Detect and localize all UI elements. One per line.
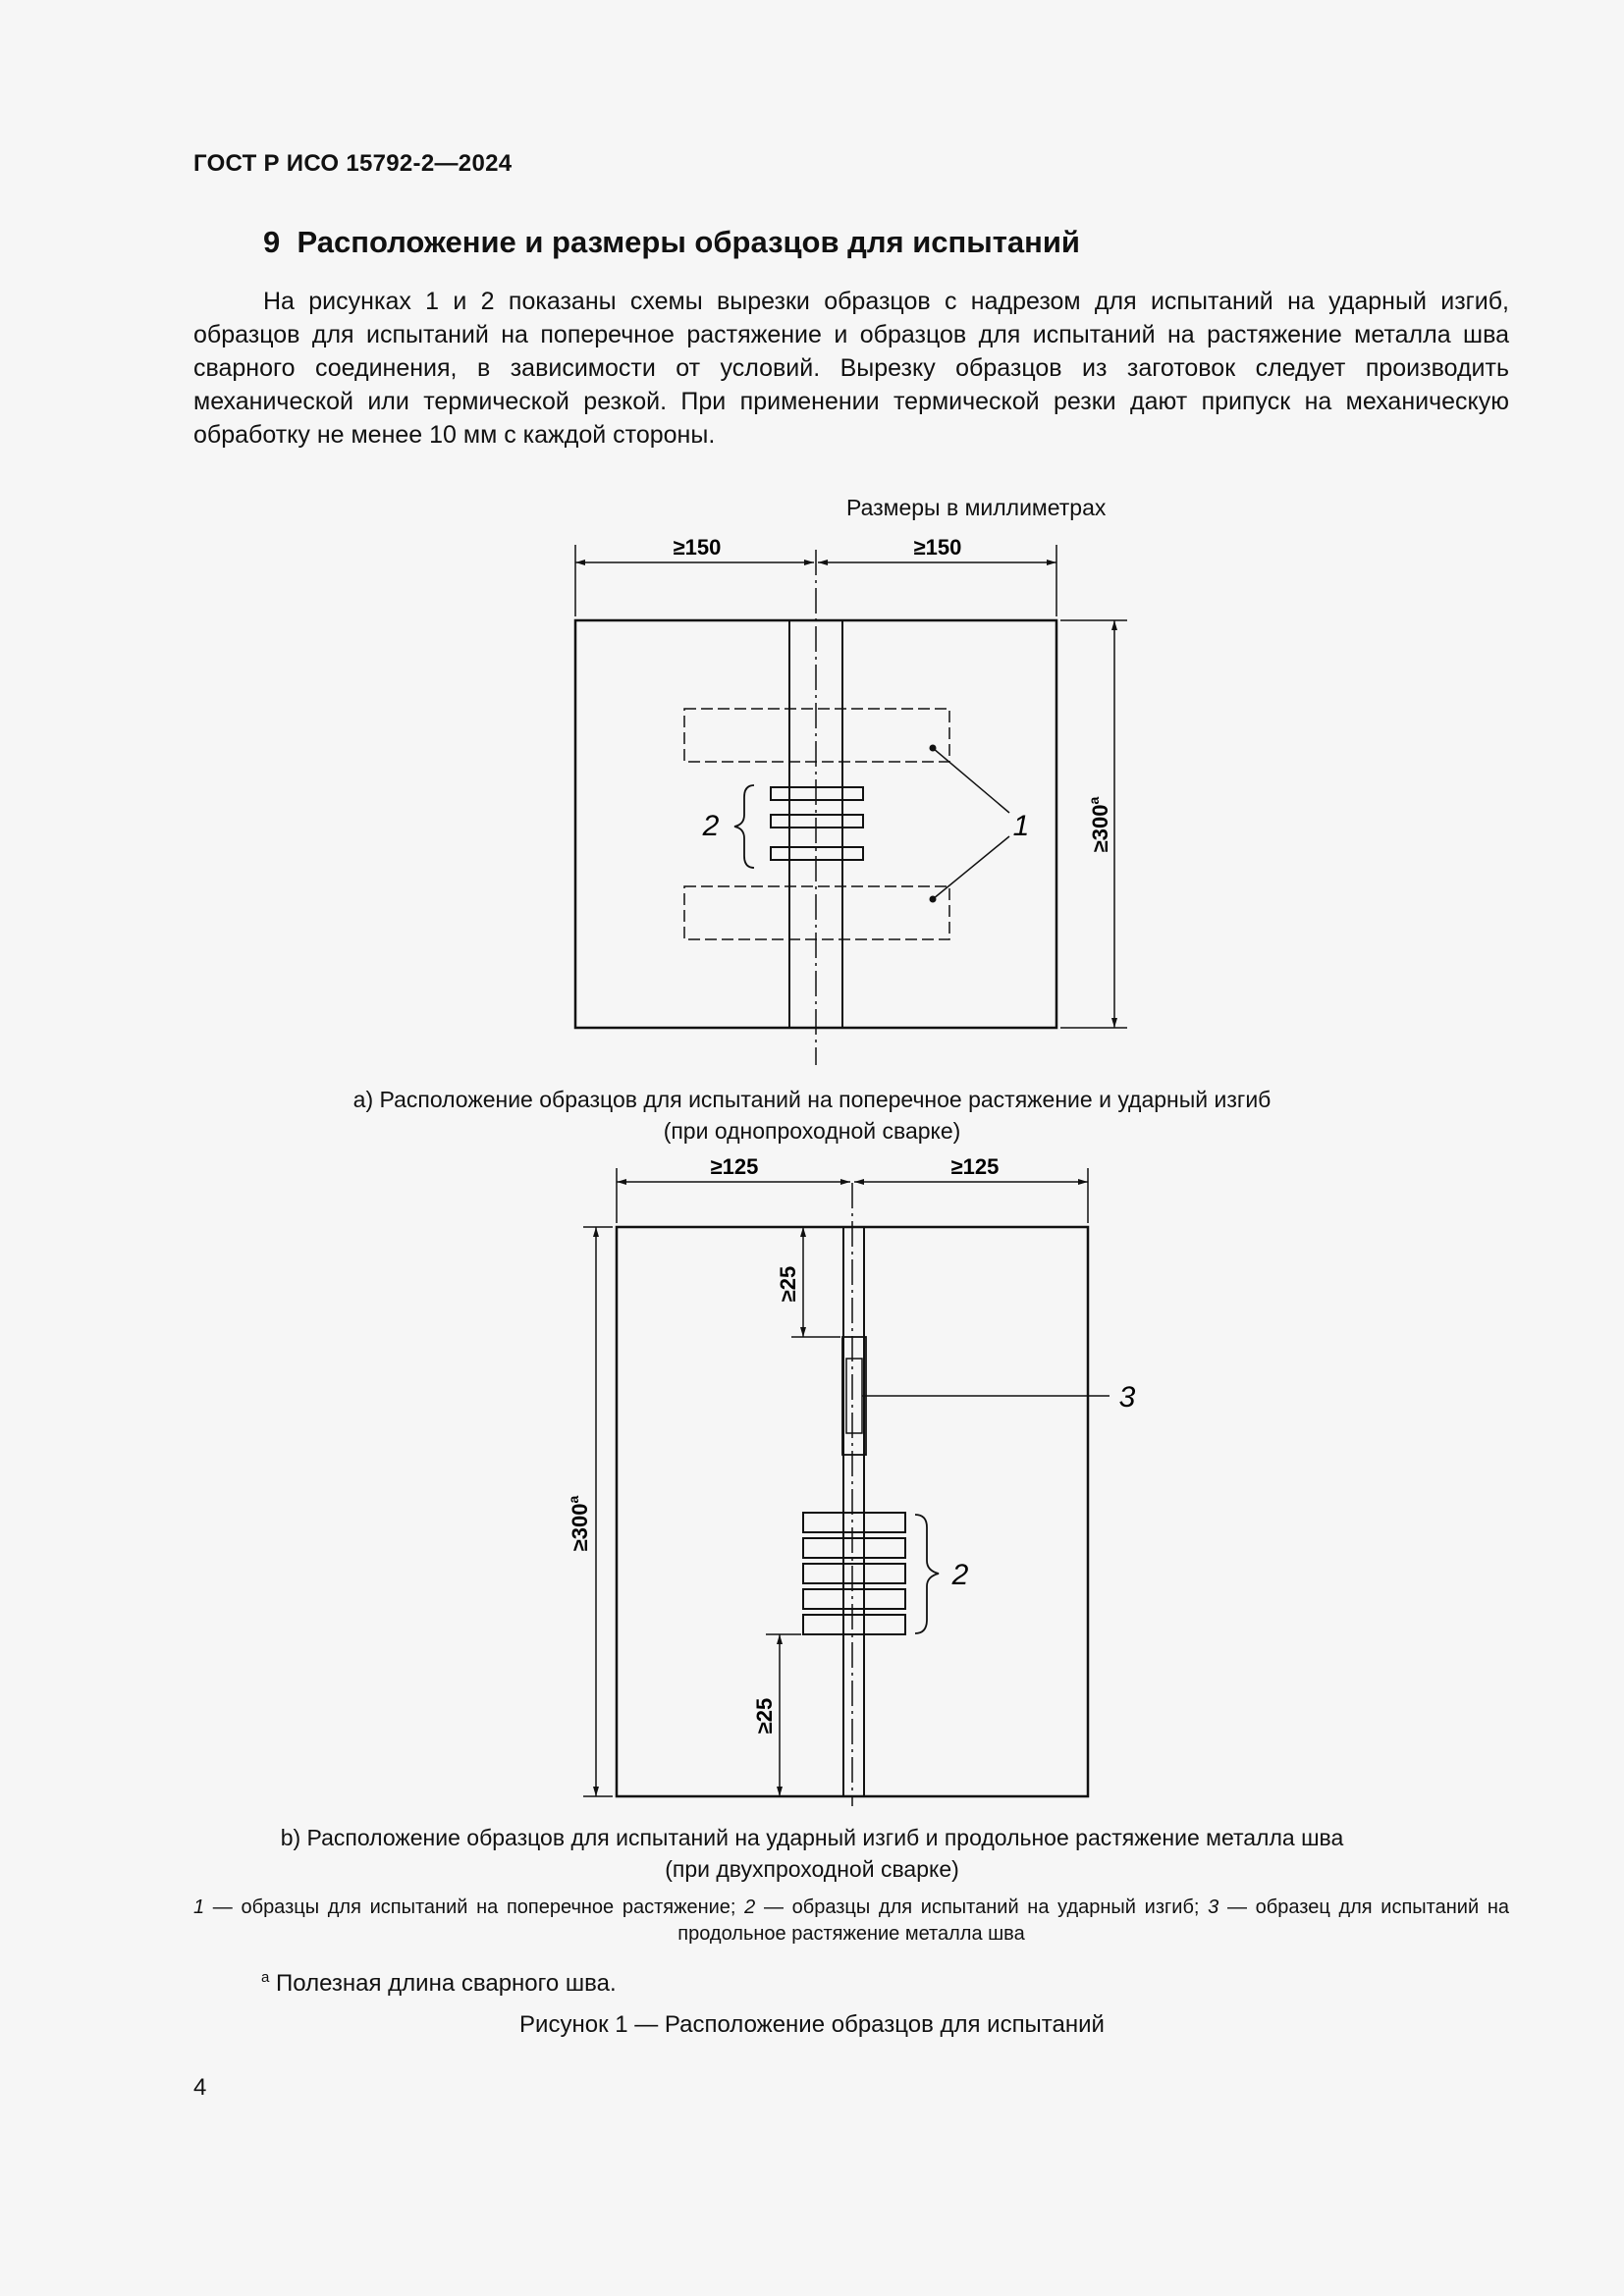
dim-b-right: ≥125 (950, 1154, 1000, 1179)
figure-b-caption-line1: b) Расположение образцов для испытаний на ударный изгиб и продольное растяжение металла шва (280, 1825, 1344, 1850)
impact-specimen-b (803, 1589, 905, 1609)
footnote-mark: a (261, 1969, 270, 1986)
label-1-a: 1 (1012, 810, 1030, 842)
legend-text-3: — образец для испытаний на продольное растяжение металла шва (677, 1896, 1509, 1945)
figure-b-caption-line2: (при двухпроходной сварке) (665, 1856, 959, 1882)
label-3-b: 3 (1118, 1381, 1136, 1414)
legend-text-1: — образцы для испытаний на поперечное растяжение; (204, 1896, 745, 1918)
legend-text-2: — образцы для испытаний на ударный изгиб; (755, 1896, 1209, 1918)
dim-b-top: ≥25 (776, 1265, 800, 1303)
units-note: Размеры в миллиметрах (846, 495, 1107, 520)
page-number: 4 (193, 2074, 207, 2101)
label-2-b: 2 (951, 1559, 969, 1591)
dim-b-height-sup: a (566, 1495, 581, 1504)
impact-specimen-b (803, 1513, 905, 1532)
figure-a-caption-line1: a) Расположение образцов для испытаний на поперечное растяжение и ударный изгиб (352, 1087, 1272, 1112)
dim-a-right: ≥150 (913, 535, 962, 560)
document-header: ГОСТ Р ИСО 15792-2—2024 (193, 150, 513, 177)
legend-num-1: 1 (193, 1896, 205, 1918)
dim-a-height-sup: a (1086, 796, 1102, 805)
figure-b-caption (0, 1822, 1624, 1885)
dim-b-height: ≥300 (568, 1503, 592, 1552)
dim-a-left: ≥150 (673, 535, 722, 560)
body-paragraph: На рисунках 1 и 2 показаны схемы вырезки образцов с надрезом для испытаний на ударный изгиб, образцов для испытаний на поперечное растяжение и образцов для испытаний на растяжение металла шва сварного соединения, в зависимости от условий. Вырезку образцов из заготовок следует производить механической или термической резкой. При применении термической резки дают припуск на механическую обработку не менее 10 мм с каждой стороны. (193, 288, 1509, 449)
footnote-text: Полезная длина сварного шва. (269, 1970, 617, 1997)
legend-num-2: 2 (744, 1896, 756, 1918)
section-title-text: Расположение и размеры образцов для испытаний (297, 225, 1080, 259)
label-2-a: 2 (702, 810, 720, 842)
impact-specimen-b (803, 1538, 905, 1558)
impact-specimen-b (803, 1564, 905, 1583)
svg-text:≥300a (566, 1496, 592, 1552)
dim-a-height: ≥300 (1088, 804, 1112, 853)
section-number: 9 (263, 225, 281, 259)
dim-b-bottom: ≥25 (752, 1697, 777, 1735)
dim-b-left: ≥125 (710, 1154, 759, 1179)
footnote (261, 1969, 617, 1998)
impact-specimen-b (803, 1615, 905, 1634)
legend-num-3: 3 (1208, 1896, 1219, 1918)
weld-tensile-gauge (846, 1359, 862, 1433)
brace-b (915, 1515, 939, 1633)
figure-legend (193, 1895, 1509, 1948)
figure-title: Рисунок 1 — Расположение образцов для испытаний (519, 2011, 1105, 2038)
figure-a-caption-line2: (при однопроходной сварке) (663, 1118, 961, 1144)
